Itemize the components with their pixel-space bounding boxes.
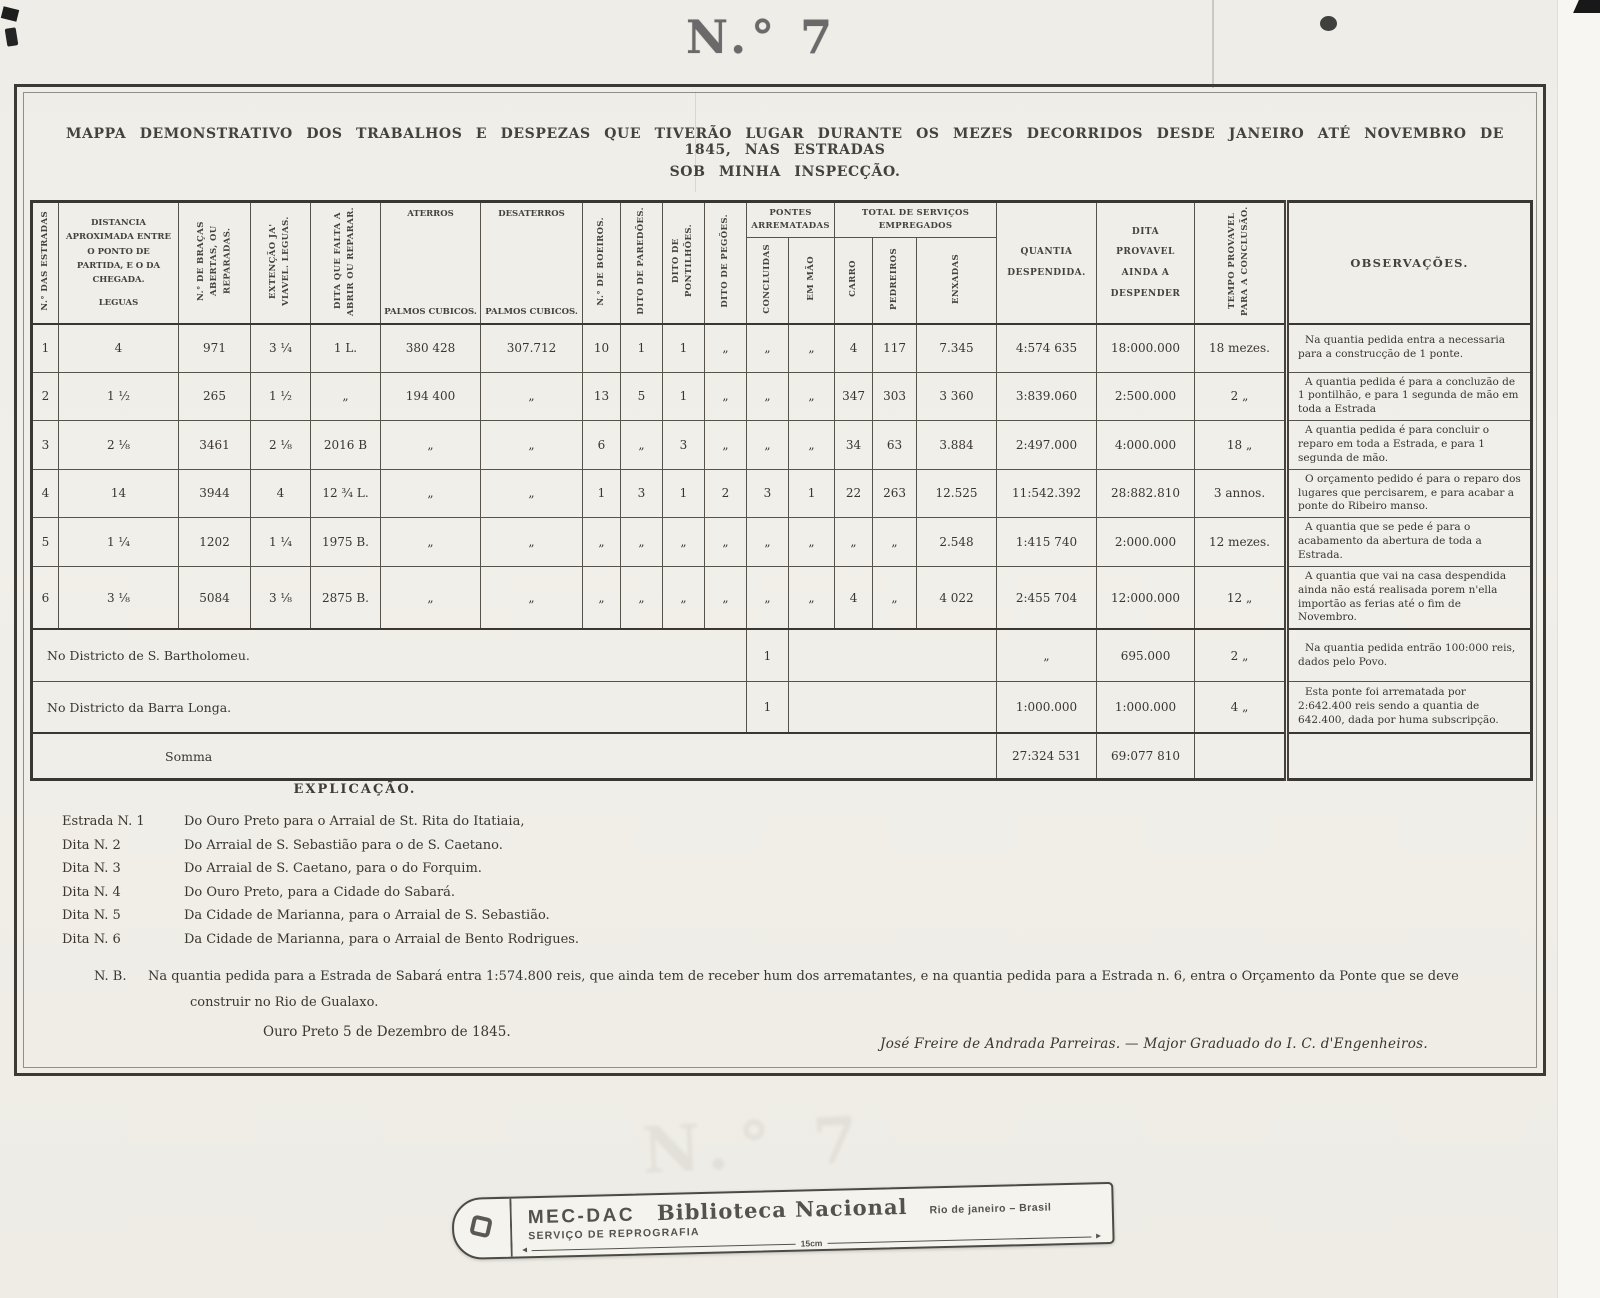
estrada-row	[32, 324, 1532, 372]
cell-enxadas: 3.884	[917, 421, 997, 470]
table-body	[32, 324, 1532, 779]
cell-district-label: No Districto de S. Bartholomeu.	[32, 629, 747, 681]
cell-extencao: 4	[251, 469, 311, 518]
header-estrada	[32, 202, 59, 325]
cell-observacao: A quantia que vai na casa despendida ainda não está realisada porem n'ella importão as ferias até o fim de Novembro.	[1287, 566, 1532, 629]
cell-pedreiros: 63	[873, 421, 917, 470]
signature: José Freire de Andrada Parreiras. — Major Graduado do I. C. d'Engenheiros.	[880, 1036, 1428, 1052]
explicacao-item	[62, 834, 1502, 858]
cell-desaterros: „	[481, 469, 583, 518]
cell-tempo	[1195, 733, 1287, 779]
cell-carro: 4	[835, 566, 873, 629]
cell-enxadas: 3 360	[917, 372, 997, 421]
page-number: N.° 7	[686, 10, 838, 64]
cell-bracas: 1202	[179, 518, 251, 567]
cell-pedreiros: 117	[873, 324, 917, 372]
stamp-org: MEC-DAC	[527, 1204, 636, 1229]
cell-dita-provavel: 1:000.000	[1097, 681, 1195, 733]
header-extencao	[251, 202, 311, 325]
header-carro-label: CARRO	[847, 260, 858, 298]
header-pontilhoes-label: DITO DE PONTILHÕES.	[671, 224, 695, 298]
cell-desaterros: „	[481, 421, 583, 470]
header-em-mao-label: EM MÃO	[805, 256, 816, 301]
explicacao-item-text: Da Cidade de Marianna, para o Arraial de S. Sebastião.	[184, 908, 550, 923]
header-falta-label: DITA QUE FALTA A ABRIR OU REPARAR.	[333, 206, 357, 316]
cell-falta: 2875 B.	[311, 566, 381, 629]
scan-artifact	[1320, 16, 1337, 31]
cell-distancia: 3 ⅛	[59, 566, 179, 629]
header-pedreiros	[873, 238, 917, 324]
estrada-row	[32, 566, 1532, 629]
cell-desaterros: „	[481, 372, 583, 421]
explicacao-section	[62, 782, 1502, 951]
header-tempo-label: TEMPO PROVAVEL PARA A CONCLUSÃO.	[1227, 206, 1251, 316]
cell-em-mao: „	[789, 566, 835, 629]
cell-estrada: 4	[32, 469, 59, 518]
header-distancia	[59, 202, 179, 325]
cell-desaterros: 307.712	[481, 324, 583, 372]
estrada-row	[32, 518, 1532, 567]
works-table	[30, 200, 1533, 781]
cell-extencao: 3 ¼	[251, 324, 311, 372]
cell-quantia: 1:415 740	[997, 518, 1097, 567]
cell-paredoes: 5	[621, 372, 663, 421]
header-paredoes	[621, 202, 663, 325]
cell-boeiros: 13	[583, 372, 621, 421]
cell-extencao: 1 ¼	[251, 518, 311, 567]
cell-observacao	[1287, 733, 1532, 779]
cell-tempo: 12 mezes.	[1195, 518, 1287, 567]
scale-arrow-right-icon: ►	[1094, 1231, 1103, 1241]
header-boeiros-label: N.° DE BOEIROS.	[595, 216, 606, 306]
cell-enxadas: 4 022	[917, 566, 997, 629]
nota-bene-text: Na quantia pedida para a Estrada de Sabará entra 1:574.800 reis, que ainda tem de receber hum dos arrematantes, e na quantia pedida para a Estrada n. 6, entra o Orçamento da Ponte que se deve construir no Rio de Gualaxo.	[148, 969, 1459, 1010]
explicacao-item	[62, 904, 1502, 928]
cell-spacer	[789, 629, 997, 681]
header-boeiros	[583, 202, 621, 325]
library-stamp-ruler	[451, 1182, 1114, 1260]
cell-dita-provavel: 18:000.000	[1097, 324, 1195, 372]
cell-enxadas: 2.548	[917, 518, 997, 567]
header-quantia: QUANTIA DESPENDIDA.	[997, 202, 1097, 325]
cell-pontilhoes: 1	[663, 324, 705, 372]
explicacao-item-label: Estrada N. 1	[62, 814, 145, 829]
cell-pegoes: „	[705, 372, 747, 421]
cell-somma-label: Somma	[32, 733, 997, 779]
cell-tempo: 3 annos.	[1195, 469, 1287, 518]
cell-dita-provavel: 69:077 810	[1097, 733, 1195, 779]
cell-pontilhoes: 3	[663, 421, 705, 470]
cell-dita-provavel: 2:000.000	[1097, 518, 1195, 567]
cell-observacao: A quantia pedida é para a concluzão de 1 pontilhão, e para 1 segunda de mão em toda a Estrada	[1287, 372, 1532, 421]
cell-concluidas: 3	[747, 469, 789, 518]
cell-concluidas: „	[747, 324, 789, 372]
cell-estrada: 2	[32, 372, 59, 421]
cell-pedreiros: „	[873, 566, 917, 629]
cell-observacao: A quantia que se pede é para o acabamento da abertura de toda a Estrada.	[1287, 518, 1532, 567]
scan-artifact	[1573, 0, 1600, 13]
cell-bracas: 971	[179, 324, 251, 372]
cell-carro: 34	[835, 421, 873, 470]
cell-boeiros: „	[583, 566, 621, 629]
cell-distancia: 2 ⅛	[59, 421, 179, 470]
nota-bene	[94, 964, 1514, 1016]
header-desaterros	[481, 202, 583, 325]
cell-pedreiros: 303	[873, 372, 917, 421]
header-distancia-unit: LEGUAS	[98, 297, 139, 308]
table-header	[32, 202, 1532, 325]
estrada-row	[32, 372, 1532, 421]
cell-aterros: „	[381, 469, 481, 518]
cell-boeiros: 10	[583, 324, 621, 372]
cell-em-mao: „	[789, 421, 835, 470]
cell-tempo: 2 „	[1195, 372, 1287, 421]
cell-paredoes: 3	[621, 469, 663, 518]
nota-bene-label: N. B.	[94, 969, 127, 984]
cell-aterros: 194 400	[381, 372, 481, 421]
cell-tempo: 18 „	[1195, 421, 1287, 470]
cell-estrada: 6	[32, 566, 59, 629]
cell-pegoes: „	[705, 566, 747, 629]
somma-row	[32, 733, 1532, 779]
cell-falta: 2016 B	[311, 421, 381, 470]
header-bracas-label: N.° DE BRAÇAS ABERTAS, OU REPARADAS.	[195, 221, 233, 301]
cell-boeiros: 6	[583, 421, 621, 470]
cell-pontilhoes: 1	[663, 372, 705, 421]
header-pegoes	[705, 202, 747, 325]
cell-quantia: 1:000.000	[997, 681, 1097, 733]
cell-dita-provavel: 28:882.810	[1097, 469, 1195, 518]
cell-aterros: „	[381, 518, 481, 567]
cell-carro: 347	[835, 372, 873, 421]
cell-distancia: 1 ¼	[59, 518, 179, 567]
cell-pegoes: „	[705, 324, 747, 372]
scan-artifact	[5, 27, 19, 46]
cell-pontilhoes: „	[663, 566, 705, 629]
cell-district-label: No Districto da Barra Longa.	[32, 681, 747, 733]
cell-quantia: 11:542.392	[997, 469, 1097, 518]
cell-observacao: A quantia pedida é para concluir o reparo em toda a Estrada, e para 1 segunda de mão.	[1287, 421, 1532, 470]
header-pontilhoes	[663, 202, 705, 325]
header-bracas	[179, 202, 251, 325]
paper-edge	[1557, 0, 1600, 1298]
cell-carro: 4	[835, 324, 873, 372]
estrada-row	[32, 469, 1532, 518]
scale-line	[532, 1243, 796, 1250]
explicacao-item-text: Do Ouro Preto, para a Cidade do Sabará.	[184, 884, 456, 900]
cell-bracas: 3944	[179, 469, 251, 518]
header-enxadas	[917, 238, 997, 324]
cell-estrada: 1	[32, 324, 59, 372]
cell-bracas: 265	[179, 372, 251, 421]
cell-dita-provavel: 12:000.000	[1097, 566, 1195, 629]
cell-tempo: 4 „	[1195, 681, 1287, 733]
cell-falta: 1 L.	[311, 324, 381, 372]
cell-aterros: „	[381, 421, 481, 470]
header-concluidas	[747, 238, 789, 324]
estrada-row	[32, 421, 1532, 470]
cell-falta: 1975 B.	[311, 518, 381, 567]
fold-crease	[1212, 0, 1214, 88]
header-extencao-label: EXTENÇÃO JA' VIAVEL. LEGUAS.	[268, 216, 292, 306]
cell-bracas: 5084	[179, 566, 251, 629]
cell-em-mao: „	[789, 324, 835, 372]
cell-carro: 22	[835, 469, 873, 518]
explicacao-item-label: Dita N. 2	[62, 837, 121, 853]
explicacao-item	[62, 881, 1502, 905]
header-aterros-unit: PALMOS CUBICOS.	[384, 307, 477, 317]
stamp-service: SERVIÇO DE REPROGRAFIA	[528, 1226, 700, 1243]
cell-extencao: 1 ½	[251, 372, 311, 421]
cell-dita-provavel: 695.000	[1097, 629, 1195, 681]
district-row	[32, 629, 1532, 681]
header-concluidas-label: CONCLUIDAS	[761, 243, 772, 314]
header-aterros-label: ATERROS	[407, 209, 454, 219]
cell-concluidas: „	[747, 421, 789, 470]
stamp-scale-label: 15cm	[800, 1238, 823, 1249]
cell-quantia: „	[997, 629, 1097, 681]
cell-quantia: 2:455 704	[997, 566, 1097, 629]
cell-concluidas: „	[747, 372, 789, 421]
cell-pegoes: „	[705, 421, 747, 470]
cell-desaterros: „	[481, 566, 583, 629]
cell-dita-provavel: 2:500.000	[1097, 372, 1195, 421]
cell-tempo: 18 mezes.	[1195, 324, 1287, 372]
header-em-mao	[789, 238, 835, 324]
explicacao-item-text: Do Arraial de S. Sebastião para o de S. Caetano.	[184, 837, 503, 853]
cell-pegoes: 2	[705, 469, 747, 518]
cell-boeiros: „	[583, 518, 621, 567]
explicacao-item	[62, 928, 1502, 952]
scale-line	[827, 1236, 1091, 1243]
header-paredoes-label: DITO DE PAREDÕES.	[635, 207, 646, 315]
cell-desaterros: „	[481, 518, 583, 567]
explicacao-item-text: Do Ouro Preto para o Arraial de St. Rita do Itatiaia,	[184, 814, 525, 829]
cell-quantia: 3:839.060	[997, 372, 1097, 421]
cell-quantia: 2:497.000	[997, 421, 1097, 470]
cell-distancia: 4	[59, 324, 179, 372]
cell-pontilhoes: „	[663, 518, 705, 567]
explicacao-item-text: Do Arraial de S. Caetano, para o do Forquim.	[184, 861, 482, 876]
cell-pegoes: „	[705, 518, 747, 567]
district-row	[32, 681, 1532, 733]
cell-paredoes: 1	[621, 324, 663, 372]
cell-dita-provavel: 4:000.000	[1097, 421, 1195, 470]
cell-boeiros: 1	[583, 469, 621, 518]
header-desaterros-unit: PALMOS CUBICOS.	[485, 307, 578, 317]
cell-quantia: 27:324 531	[997, 733, 1097, 779]
dateline: Ouro Preto 5 de Dezembro de 1845.	[263, 1024, 511, 1040]
header-observacoes: OBSERVAÇÕES.	[1287, 202, 1532, 325]
cell-spacer	[789, 681, 997, 733]
header-enxadas-label: ENXADAS	[950, 253, 961, 304]
cell-bracas: 3461	[179, 421, 251, 470]
cell-tempo: 2 „	[1195, 629, 1287, 681]
cell-observacao: O orçamento pedido é para o reparo dos lugares que percisarem, e para acabar a ponte do Ribeiro manso.	[1287, 469, 1532, 518]
cell-concluidas: „	[747, 566, 789, 629]
cell-em-mao: „	[789, 372, 835, 421]
stamp-location: Rio de janeiro – Brasil	[929, 1201, 1052, 1217]
cell-concluidas: 1	[747, 681, 789, 733]
header-aterros	[381, 202, 481, 325]
cell-distancia: 14	[59, 469, 179, 518]
explicacao-item	[62, 810, 1502, 834]
cell-paredoes: „	[621, 518, 663, 567]
cell-extencao: 3 ⅛	[251, 566, 311, 629]
header-estrada-label: N.° DAS ESTRADAS	[39, 211, 50, 311]
cell-concluidas: „	[747, 518, 789, 567]
ruler-hole-icon	[469, 1214, 493, 1238]
scale-arrow-left-icon: ◄	[520, 1245, 529, 1255]
explicacao-item-label: Dita N. 6	[62, 931, 121, 947]
cell-tempo: 12 „	[1195, 566, 1287, 629]
cell-distancia: 1 ½	[59, 372, 179, 421]
cell-enxadas: 12.525	[917, 469, 997, 518]
header-desaterros-label: DESATERROS	[498, 209, 565, 219]
cell-pedreiros: 263	[873, 469, 917, 518]
cell-paredoes: „	[621, 421, 663, 470]
cell-falta: „	[311, 372, 381, 421]
explicacao-item-label: Dita N. 3	[62, 861, 121, 876]
cell-estrada: 3	[32, 421, 59, 470]
header-carro	[835, 238, 873, 324]
cell-pedreiros: „	[873, 518, 917, 567]
scan-artifact	[1, 6, 19, 22]
cell-observacao: Esta ponte foi arrematada por 2:642.400 reis sendo a quantia de 642.400, dada por huma subscripção.	[1287, 681, 1532, 733]
cell-extencao: 2 ⅛	[251, 421, 311, 470]
cell-aterros: 380 428	[381, 324, 481, 372]
explicacao-item-text: Da Cidade de Marianna, para o Arraial de Bento Rodrigues.	[184, 931, 580, 947]
header-pontes-arrematadas: PONTES ARREMATADAS	[747, 202, 835, 238]
cell-em-mao: „	[789, 518, 835, 567]
document-title-line1: MAPPA DEMONSTRATIVO DOS TRABALHOS E DESPEZAS QUE TIVERÃO LUGAR DURANTE OS MEZES DECORRIDOS DESDE JANEIRO ATÉ NOVEMBRO DE 1845, NAS ESTRADAS	[65, 126, 1504, 158]
header-pegoes-label: DITO DE PEGÕES.	[719, 214, 730, 308]
header-pedreiros-label: PEDREIROS	[888, 247, 899, 310]
header-total-servicos: TOTAL DE SERVIÇOS EMPREGADOS	[835, 202, 997, 238]
cell-concluidas: 1	[747, 629, 789, 681]
explicacao-item-label: Dita N. 4	[62, 884, 121, 900]
cell-enxadas: 7.345	[917, 324, 997, 372]
explicacao-item-label: Dita N. 5	[62, 908, 121, 923]
header-distancia-label: DISTANCIA APROXIMADA ENTRE O PONTO DE PARTIDA, E O DA CHEGADA.	[66, 217, 171, 286]
cell-observacao: Na quantia pedida entrão 100:000 reis, dados pelo Povo.	[1287, 629, 1532, 681]
stamp-title: Biblioteca Nacional	[656, 1193, 908, 1226]
cell-observacao: Na quantia pedida entra a necessaria para a construcção de 1 ponte.	[1287, 324, 1532, 372]
cell-quantia: 4:574 635	[997, 324, 1097, 372]
cell-carro: „	[835, 518, 873, 567]
header-dita-provavel: DITA PROVAVEL AINDA A DESPENDER	[1097, 202, 1195, 325]
cell-em-mao: 1	[789, 469, 835, 518]
cell-paredoes: „	[621, 566, 663, 629]
ruler-cap	[453, 1199, 512, 1258]
cell-falta: 12 ¾ L.	[311, 469, 381, 518]
header-falta	[311, 202, 381, 325]
explicacao-heading: EXPLICAÇÃO.	[293, 782, 417, 797]
cell-estrada: 5	[32, 518, 59, 567]
cell-aterros: „	[381, 566, 481, 629]
cell-pontilhoes: 1	[663, 469, 705, 518]
explicacao-item	[62, 857, 1502, 881]
bleedthrough-ghost: N.° 7	[640, 1102, 870, 1189]
document-title-line2: SOB MINHA INSPECÇÃO.	[669, 164, 901, 180]
header-tempo	[1195, 202, 1287, 325]
